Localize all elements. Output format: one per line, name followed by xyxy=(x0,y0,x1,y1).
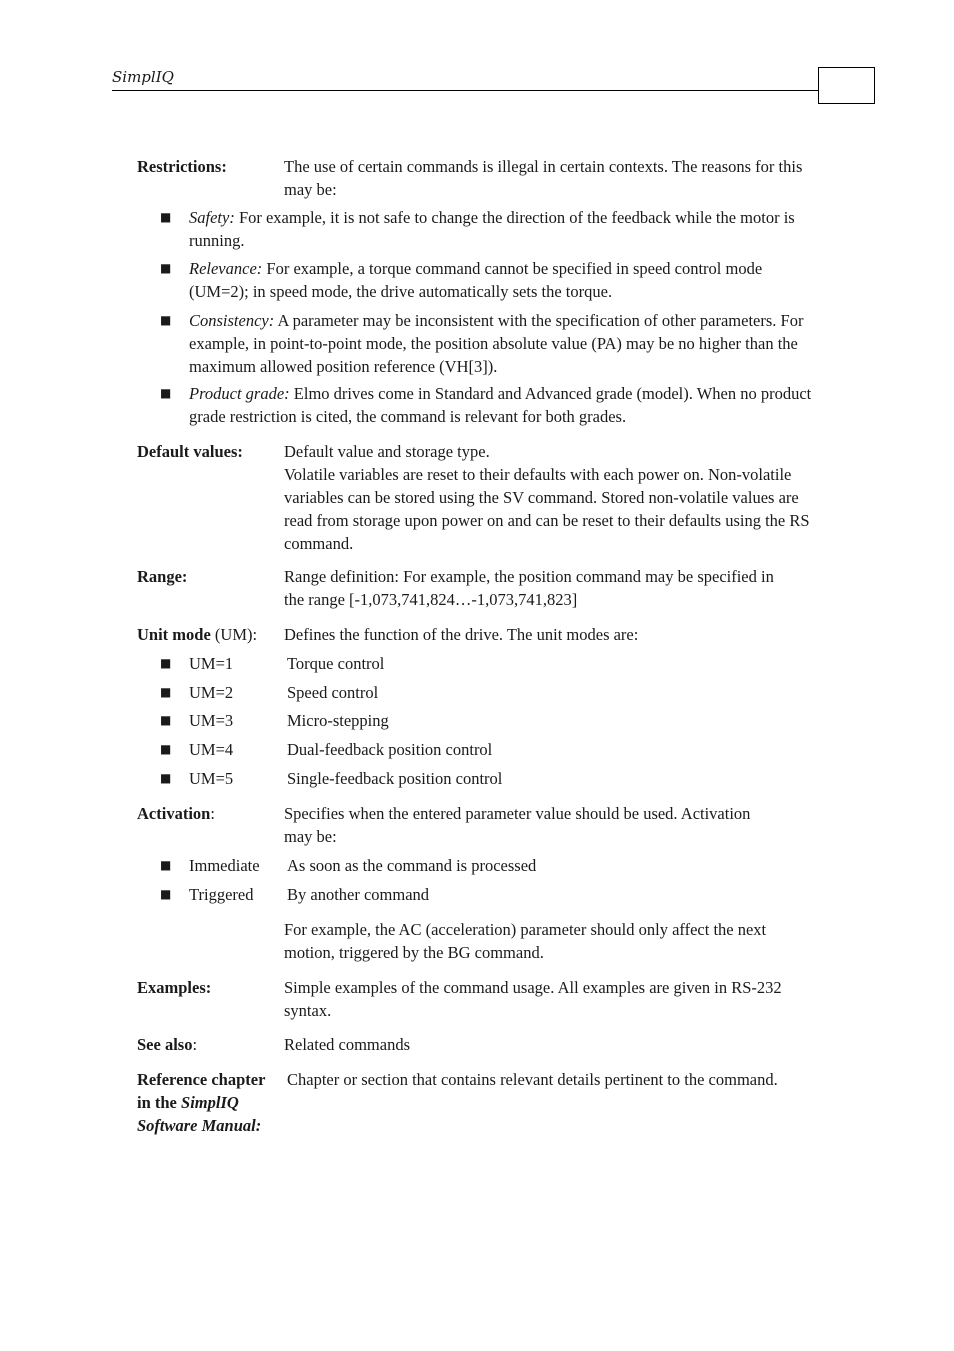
unit-mode-label xyxy=(137,623,257,646)
term: Relevance: xyxy=(189,259,263,278)
activation-desc: As soon as the command is processed xyxy=(287,856,537,875)
term: Consistency: xyxy=(189,311,275,330)
default-values-line1: Default value and storage type. xyxy=(284,442,490,461)
bullet-icon: ■ xyxy=(160,858,172,872)
bullet-icon: ■ xyxy=(160,210,172,224)
see-also-label xyxy=(137,1033,197,1056)
activation-desc: By another command xyxy=(287,885,430,904)
activation-note: For example, the AC (acceleration) parameter should only affect the next motion, triggered by the BG command. xyxy=(284,920,767,962)
default-values-text: Volatile variables are reset to their defaults with each power on. Non-volatile variables can be stored using the SV command. Stored non-volatile values are read from storage upon power on and can be reset to their defaults using the RS command. xyxy=(284,465,810,553)
activation-code: Triggered xyxy=(189,885,254,904)
unit-mode-label-bold: Unit mode xyxy=(137,625,211,644)
restriction-text: For example, it is not safe to change the direction of the feedback while the motor is running. xyxy=(189,208,795,250)
um-code: UM=5 xyxy=(189,769,234,788)
reference-label-line2 xyxy=(137,1091,287,1114)
running-header-title: SimplIQ xyxy=(112,68,174,86)
restriction-text: A parameter may be inconsistent with the specification of other parameters. For example, in point-to-point mode, the position absolute value (PA) may be no higher than the maximum allowed position reference (VH[3]). xyxy=(189,311,804,376)
bullet-icon: ■ xyxy=(160,386,172,400)
see-also-text: Related commands xyxy=(284,1035,411,1054)
restriction-item-consistency xyxy=(189,309,819,378)
um-desc: Speed control xyxy=(287,683,379,702)
reference-label-line3: Software Manual: xyxy=(137,1116,262,1135)
bullet-icon: ■ xyxy=(160,713,172,727)
range-text: Range definition: For example, the position command may be specified in the range [-1,073,741,824…-1,073,741,823] xyxy=(284,567,774,609)
restriction-item-safety xyxy=(189,206,819,252)
examples-text: Simple examples of the command usage. All examples are given in RS-232 syntax. xyxy=(284,978,782,1020)
bullet-icon: ■ xyxy=(160,887,172,901)
bullet-icon: ■ xyxy=(160,742,172,756)
header-rule xyxy=(112,90,818,91)
activation-code: Immediate xyxy=(189,856,260,875)
unit-mode-label-rest: (UM): xyxy=(210,625,258,644)
activation-label xyxy=(137,802,215,825)
reference-label-line2a: in the xyxy=(137,1093,182,1112)
unit-mode-text: Defines the function of the drive. The unit modes are: xyxy=(284,625,639,644)
reference-label xyxy=(137,1068,287,1137)
um-desc: Single-feedback position control xyxy=(287,769,503,788)
bullet-icon: ■ xyxy=(160,771,172,785)
reference-label-line1: Reference chapter xyxy=(137,1070,266,1089)
examples-label: Examples: xyxy=(137,978,212,997)
um-code: UM=3 xyxy=(189,711,234,730)
bullet-icon: ■ xyxy=(160,656,172,670)
term: Product grade: xyxy=(189,384,290,403)
term: Safety: xyxy=(189,208,235,227)
see-also-label-bold: See also xyxy=(137,1035,193,1054)
reference-label-line2b: SimplIQ xyxy=(181,1093,239,1112)
activation-text: Specifies when the entered parameter value should be used. Activation may be: xyxy=(284,804,751,846)
default-values-label: Default values: xyxy=(137,442,243,461)
bullet-icon: ■ xyxy=(160,313,172,327)
activation-label-bold: Activation xyxy=(137,804,211,823)
bullet-icon: ■ xyxy=(160,261,172,275)
see-also-label-rest: : xyxy=(192,1035,198,1054)
reference-text: Chapter or section that contains relevant details pertinent to the command. xyxy=(287,1070,778,1089)
um-desc: Micro-stepping xyxy=(287,711,389,730)
um-code: UM=1 xyxy=(189,654,234,673)
restriction-text: Elmo drives come in Standard and Advanced grade (model). When no product grade restriction is cited, the command is relevant for both grades. xyxy=(189,384,812,426)
page-number-box xyxy=(818,67,875,104)
restrictions-intro: The use of certain commands is illegal in certain contexts. The reasons for this may be: xyxy=(284,157,803,199)
restriction-item-relevance xyxy=(189,257,819,303)
um-desc: Dual-feedback position control xyxy=(287,740,493,759)
restrictions-label: Restrictions: xyxy=(137,157,227,176)
bullet-icon: ■ xyxy=(160,685,172,699)
restriction-item-product-grade xyxy=(189,382,819,428)
range-label: Range: xyxy=(137,567,188,586)
um-code: UM=2 xyxy=(189,683,234,702)
activation-label-rest: : xyxy=(210,804,215,823)
um-desc: Torque control xyxy=(287,654,385,673)
restriction-text: For example, a torque command cannot be specified in speed control mode (UM=2); in speed mode, the drive automatically sets the torque. xyxy=(189,259,763,301)
um-code: UM=4 xyxy=(189,740,234,759)
